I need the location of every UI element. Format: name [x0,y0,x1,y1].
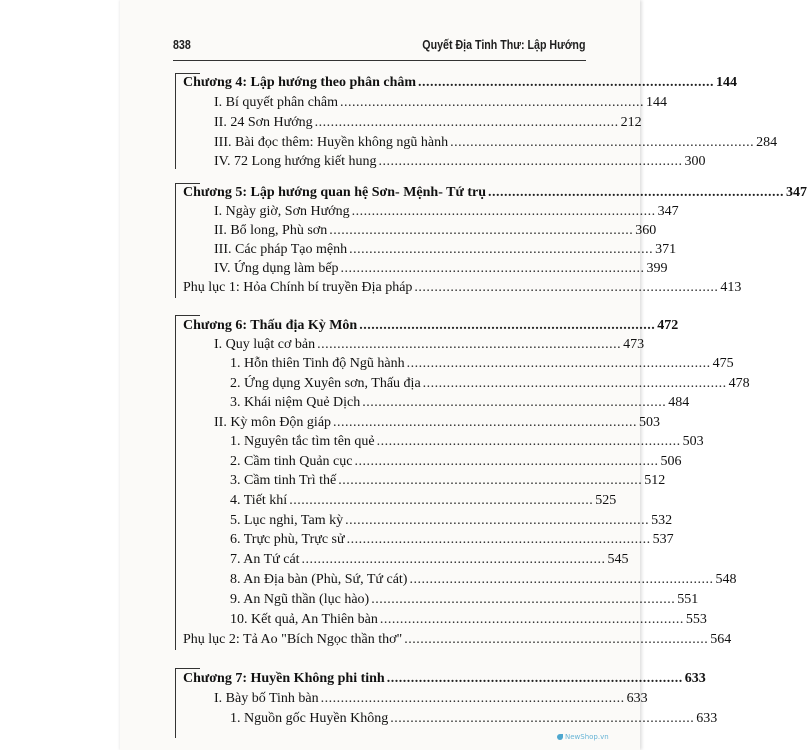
toc-subentry: 7. An Tứ cát ............................................................................ 545 [230,552,629,567]
toc-subentry: 1. Hỗn thiên Tinh độ Ngũ hành ............................................................................ 475 [230,356,734,371]
toc-subentry: 5. Lục nghi, Tam kỳ ............................................................................ 532 [230,513,673,528]
bracket-line [175,315,176,650]
toc-chapter: Chương 7: Huyền Không phi tinh .......................................................................... 633 [183,671,706,686]
toc-entry: IV. Ứng dụng làm bếp ............................................................................ 399 [214,261,668,276]
toc-subentry: 8. An Địa bàn (Phù, Sứ, Tứ cát) ............................................................................ 548 [230,572,737,587]
toc-subentry: 1. Nguyên tắc tìm tên quẻ ............................................................................ 503 [230,434,704,449]
toc-subentry: 10. Kết quả, An Thiên bàn ............................................................................ 553 [230,612,707,627]
bracket-line [175,183,176,298]
toc-subentry: 4. Tiết khí ............................................................................ 525 [230,493,617,508]
toc-subentry: 2. Cầm tinh Quản cục ............................................................................ 506 [230,454,682,469]
toc-subentry: 3. Cầm tinh Trì thế ............................................................................ 512 [230,473,666,488]
toc-entry: II. 24 Sơn Hướng ............................................................................ 212 [214,115,642,130]
page-number: 838 [173,37,191,52]
toc-subentry: 9. An Ngũ thần (lục hào) ............................................................................ 551 [230,592,699,607]
toc-subentry: 2. Ứng dụng Xuyên sơn, Thấu địa ............................................................................ 478 [230,376,750,391]
toc-entry: IV. 72 Long hướng kiết hung ............................................................................ 300 [214,154,706,169]
toc-entry: I. Quy luật cơ bản ............................................................................ 473 [214,337,645,352]
toc-subentry: 6. Trực phù, Trực sử ............................................................................ 537 [230,532,674,547]
bracket-line [175,668,176,738]
watermark-text: NewShop.vn [565,733,609,741]
toc-entry: I. Bí quyết phân châm ............................................................................ 144 [214,95,668,110]
toc-entry: III. Các pháp Tạo mệnh ............................................................................ 371 [214,242,677,257]
toc-entry: II. Bổ long, Phù sơn ............................................................................ 360 [214,223,657,238]
toc-subentry: 1. Nguồn gốc Huyền Không ............................................................................ 633 [230,711,718,726]
bracket-line [175,73,176,169]
watermark-logo [557,733,609,741]
toc-entry: III. Bài đọc thêm: Huyền không ngũ hành ............................................................................ 284 [214,135,778,150]
toc-subentry: 3. Khái niệm Quẻ Dịch ............................................................................ 484 [230,395,690,410]
toc-entry: I. Bày bố Tinh bàn ............................................................................ 633 [214,691,648,706]
toc-chapter: Chương 4: Lập hướng theo phân châm .......................................................................... 144 [183,75,738,90]
toc-chapter: Chương 6: Thấu địa Kỳ Môn .......................................................................... 472 [183,318,679,333]
toc-appendix: Phụ lục 1: Hỏa Chính bí truyền Địa pháp ............................................................................ 413 [183,280,742,295]
toc-chapter: Chương 5: Lập hướng quan hệ Sơn- Mệnh- Tứ trụ .......................................................................... 347 [183,185,807,200]
toc-entry: II. Kỳ môn Độn giáp ............................................................................ 503 [214,415,661,430]
bird-icon [557,734,563,740]
toc-appendix: Phụ lục 2: Tả Ao "Bích Ngọc thần thơ" ............................................................................ 564 [183,632,732,647]
running-title: Quyết Địa Tinh Thư: Lập Hướng [422,37,586,52]
toc-entry: I. Ngày giờ, Sơn Hướng ............................................................................ 347 [214,204,679,219]
